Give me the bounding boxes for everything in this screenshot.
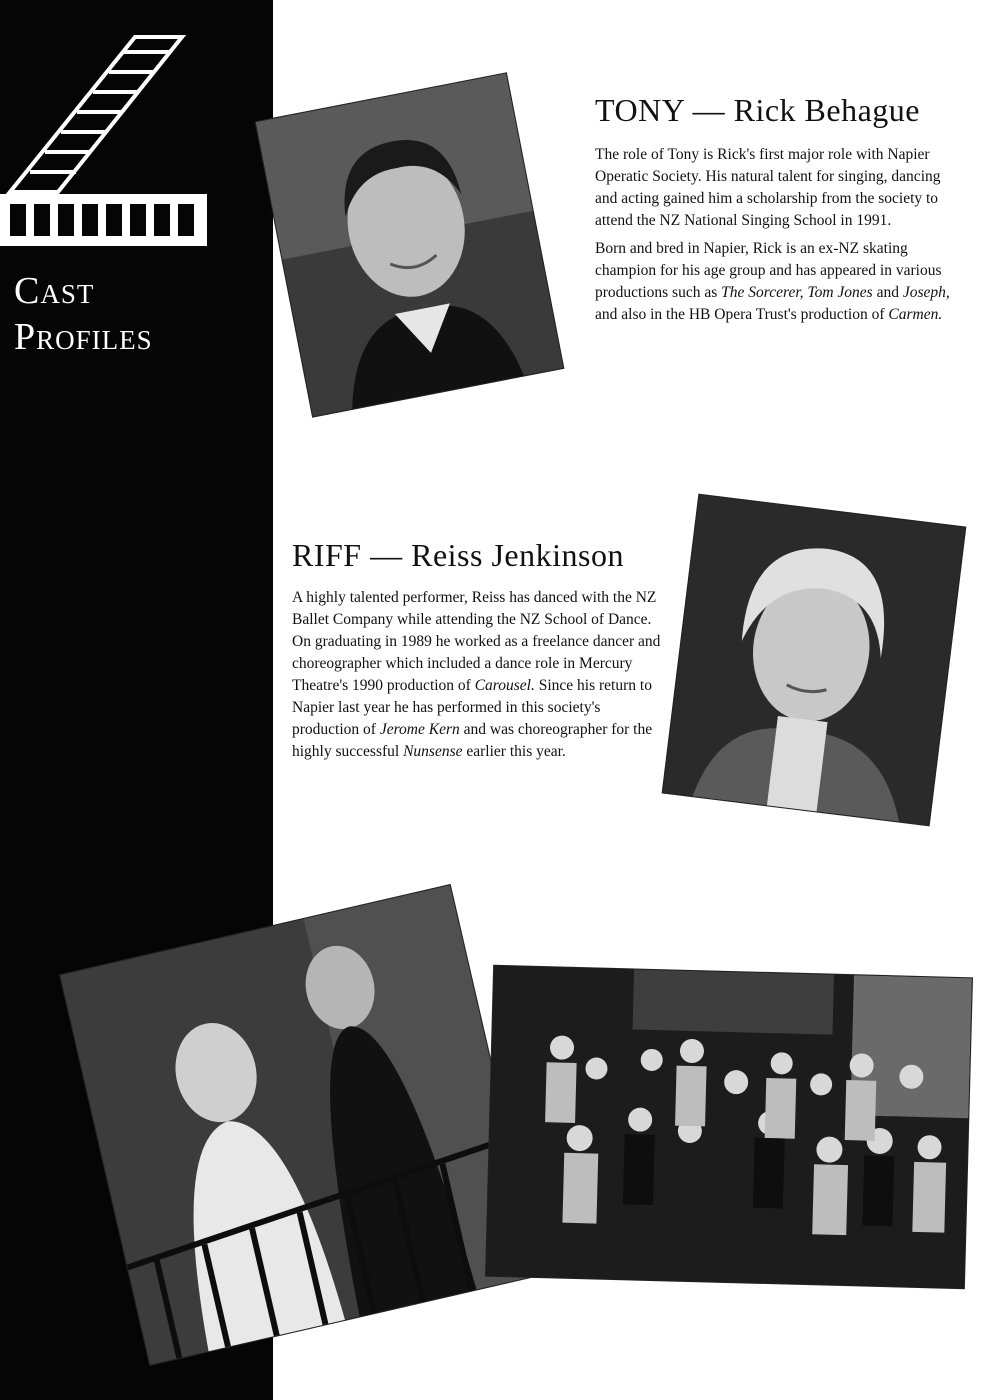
section-title [14, 268, 153, 360]
section-title-line1: Cast [14, 270, 95, 312]
tony-bio [595, 144, 955, 332]
fire-escape-logo-icon [0, 22, 215, 247]
riff-portrait-photo [663, 495, 966, 825]
ensemble-cast-photo [486, 966, 972, 1288]
tony-bio-paragraph-2: Born and bred in Napier, Rick is an ex-NZ skating champion for his age group and has appeared in various productions such as The Sorcerer, Tom Jones and Joseph, and also in the HB Opera Trust's production of Carmen. [595, 240, 950, 323]
riff-bio-paragraph: A highly talented performer, Reiss has danced with the NZ Ballet Company while attending the NZ School of Dance. On graduating in 1989 he worked as a freelance dancer and choreographer which included a dance role in Mercury Theatre's 1990 production of Carousel. Since his return to Napier last year he has performed in this society's production of Jerome Kern and was choreographer for the highly successful Nunsense earlier this year. [292, 589, 661, 760]
tony-portrait-photo [256, 73, 564, 416]
section-title-line2: Profiles [14, 316, 153, 358]
tony-bio-paragraph-1: The role of Tony is Rick's first major role with Napier Operatic Society. His natural talent for singing, dancing and acting gained him a scholarship from the society to attend the NZ National Singing School in 1991. [595, 146, 941, 229]
riff-bio [292, 587, 662, 769]
riff-heading: RIFF — Reiss Jenkinson [292, 537, 624, 573]
tony-heading: TONY — Rick Behague [595, 92, 920, 128]
